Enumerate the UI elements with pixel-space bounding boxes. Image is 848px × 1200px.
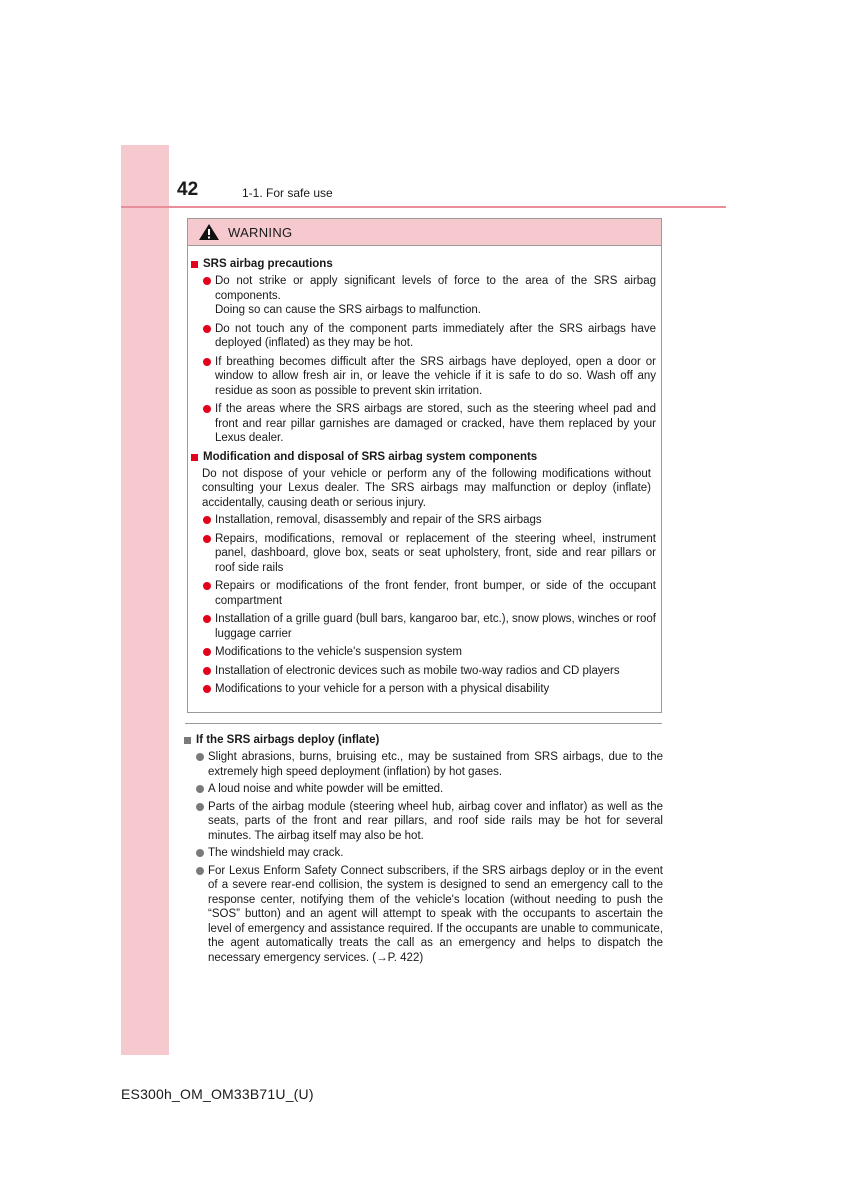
bullet-dot-icon (196, 803, 204, 811)
warning-section-intro: Do not dispose of your vehicle or perform any of the following modifications without consulting your Lexus dealer. The SRS airbags may malfunction or deploy (inflate) accidentally, causing death or serious injury. (202, 467, 651, 509)
bullet-dot-icon (203, 516, 211, 524)
warning-section-heading-text: Modification and disposal of SRS airbag system components (203, 450, 538, 463)
list-item-text: For Lexus Enform Safety Connect subscribers, if the SRS airbags deploy or in the event of a severe rear-end collision, the system is designed to send an emergency call to the response center, notifying them of the vehicle's location (without needing to push the “SOS” button) and an agent will attempt to speak with the occupants to ascertain the level of emergency and assistance required. If the occupants are unable to communicate, the agent automatically treats the call as an emergency and helps to dispatch the necessary emergency services. (→P. 422) (208, 864, 663, 964)
list-item (203, 645, 656, 660)
bullet-dot-icon (203, 615, 211, 623)
info-heading (184, 733, 663, 748)
list-item (203, 355, 656, 399)
warning-box (187, 218, 662, 713)
bullet-dot-icon (203, 325, 211, 333)
bullet-dot-icon (196, 785, 204, 793)
list-item-text: Do not touch any of the component parts immediately after the SRS airbags have deployed (inflated) as they may be hot. (215, 322, 656, 349)
list-item (203, 532, 656, 576)
page-number: 42 (177, 179, 199, 200)
header-rule (121, 206, 726, 208)
list-item-text: The windshield may crack. (208, 847, 344, 859)
warning-title: WARNING (228, 224, 293, 240)
list-item (203, 579, 656, 608)
bullet-dot-icon (203, 535, 211, 543)
bullet-dot-icon (203, 405, 211, 413)
list-item (196, 800, 663, 844)
list-item-text: If breathing becomes difficult after the SRS airbags have deployed, open a door or window to allow fresh air in, or leave the vehicle if it is safe to do so. Wash off any residue as soon as possible to prevent skin irritation. (215, 355, 656, 397)
list-item (203, 664, 656, 679)
list-item-text: Parts of the airbag module (steering wheel hub, airbag cover and inflator) as well as the seats, parts of the front and rear pillars, and roof side rails may be hot for several minutes. The airbag itself may also be hot. (208, 800, 663, 842)
list-item (196, 846, 663, 861)
list-item-text: If the areas where the SRS airbags are stored, such as the steering wheel pad and front and rear pillar garnishes are damaged or cracked, have them replaced by your Lexus dealer. (215, 403, 656, 444)
info-section (184, 733, 663, 968)
section-title: 1-1. For safe use (242, 186, 333, 200)
list-item-text: Modifications to the vehicle's suspension system (215, 646, 463, 658)
list-item (203, 322, 656, 351)
warning-section-heading-text: SRS airbag precautions (203, 258, 333, 270)
warning-header (188, 219, 661, 246)
warning-body (188, 246, 661, 697)
bullet-dot-icon (203, 277, 211, 285)
square-bullet-icon (191, 261, 198, 268)
list-item-text: Modifications to your vehicle for a person with a physical disability (215, 683, 550, 695)
bullet-dot-icon (203, 358, 211, 366)
list-item (203, 274, 656, 318)
list-item-text: Slight abrasions, burns, bruising etc., may be sustained from SRS airbags, due to the extremely high speed deployment (inflation) by hot gases. (208, 751, 663, 778)
square-bullet-icon (191, 454, 198, 461)
bullet-dot-icon (196, 753, 204, 761)
list-item-text: Installation, removal, disassembly and repair of the SRS airbags (215, 514, 542, 526)
footer-code: ES300h_OM_OM33B71U_(U) (121, 1086, 314, 1102)
warning-section-heading (191, 450, 656, 465)
square-bullet-icon (184, 737, 191, 744)
bullet-dot-icon (196, 867, 204, 875)
bullet-dot-icon (196, 849, 204, 857)
list-item-text: A loud noise and white powder will be emitted. (208, 783, 444, 795)
info-list (184, 750, 663, 965)
list-item (196, 782, 663, 797)
list-item (203, 682, 656, 697)
warning-section-heading (191, 257, 656, 272)
info-heading-text: If the SRS airbags deploy (inflate) (196, 734, 380, 746)
warning-triangle-icon (198, 223, 220, 241)
list-item-text: Repairs or modifications of the front fender, front bumper, or side of the occupant compartment (215, 580, 656, 607)
list-item (203, 402, 656, 446)
bullet-dot-icon (203, 582, 211, 590)
list-item (196, 750, 663, 779)
list-item (203, 513, 656, 528)
list-item-text: Installation of electronic devices such as mobile two-way radios and CD players (215, 664, 620, 677)
list-item (196, 864, 663, 966)
list-item (203, 612, 656, 641)
section-divider (185, 723, 662, 724)
bullet-dot-icon (203, 648, 211, 656)
side-color-band (121, 145, 169, 1055)
list-item-text: Do not strike or apply significant levels of force to the area of the SRS airbag components. Doing so can cause the SRS airbags to malfunction. (215, 275, 656, 316)
bullet-dot-icon (203, 667, 211, 675)
list-item-text: Installation of a grille guard (bull bars, kangaroo bar, etc.), snow plows, winches or roof luggage carrier (215, 613, 656, 640)
bullet-dot-icon (203, 685, 211, 693)
list-item-text: Repairs, modifications, removal or replacement of the steering wheel, instrument panel, dashboard, glove box, seats or seat upholstery, front, side and rear pillars or roof side rails (215, 532, 656, 574)
